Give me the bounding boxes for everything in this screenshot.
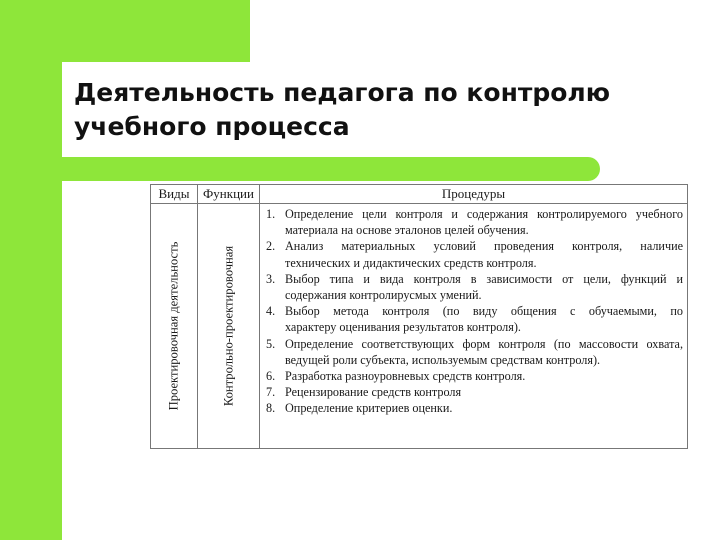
procedure-text-line: Выбор типа и вида контроля в зависимости от цели, функций и bbox=[285, 271, 683, 286]
procedure-text-line: Разработка разноуровневых средств контроля. bbox=[285, 369, 526, 384]
procedure-text bbox=[285, 368, 683, 384]
procedures-cell bbox=[260, 204, 688, 449]
procedure-item bbox=[266, 238, 683, 270]
function-cell bbox=[198, 204, 260, 449]
procedure-number: 2. bbox=[266, 239, 276, 254]
procedure-number: 7. bbox=[266, 385, 276, 400]
procedures-table bbox=[150, 184, 688, 449]
procedure-text bbox=[285, 384, 683, 400]
procedure-item bbox=[266, 206, 683, 238]
procedure-text-line: Определение соответствующих форм контроля (по массовости охвата, bbox=[285, 336, 683, 351]
title-divider-bar bbox=[16, 157, 600, 181]
kind-label: Проектировочная деятельность bbox=[166, 241, 181, 411]
slide-title-line-2: учебного процесса bbox=[74, 112, 350, 141]
kind-cell bbox=[151, 204, 198, 449]
procedures-list bbox=[260, 204, 687, 419]
header-kinds: Виды bbox=[151, 185, 198, 204]
procedure-item bbox=[266, 368, 683, 384]
procedure-text bbox=[285, 400, 683, 416]
procedure-text-line: материала на основе эталонов целей обучения. bbox=[285, 223, 529, 238]
procedure-text-line: характеру оценивания результатов контроля). bbox=[285, 320, 521, 335]
procedure-number: 3. bbox=[266, 271, 276, 286]
procedure-text-line: Выбор метода контроля (по виду общения с обучаемыми, по bbox=[285, 304, 683, 319]
procedure-item bbox=[266, 384, 683, 400]
header-procedures: Процедуры bbox=[260, 185, 688, 204]
procedure-text bbox=[285, 238, 683, 270]
table-header-row bbox=[151, 185, 688, 204]
procedure-item bbox=[266, 271, 683, 303]
procedure-number: 1. bbox=[266, 207, 276, 221]
procedure-number: 6. bbox=[266, 369, 276, 384]
procedure-text-line: ведущей роли субъекта, используемым средствам контроля). bbox=[285, 352, 601, 367]
slide-title-line-1: Деятельность педагога по контролю bbox=[74, 78, 611, 107]
procedure-text-line: Определение критериев оценки. bbox=[285, 401, 453, 416]
procedure-number: 4. bbox=[266, 304, 276, 319]
procedure-text-line: Анализ материальных условий проведения контроля, наличие bbox=[285, 239, 683, 254]
slide-title bbox=[74, 76, 610, 144]
procedure-item bbox=[266, 336, 683, 368]
table-row bbox=[151, 204, 688, 449]
function-label: Контрольно-проектировочная bbox=[221, 245, 235, 407]
procedure-item bbox=[266, 400, 683, 416]
procedure-text-line: технических и дидактических средств контроля. bbox=[285, 255, 537, 270]
procedure-text-line: содержания контролирусмых умений. bbox=[285, 288, 482, 303]
decor-green-strip bbox=[0, 0, 62, 540]
procedure-number: 5. bbox=[266, 336, 276, 351]
procedure-text bbox=[285, 303, 683, 335]
procedure-text-line: Рецензирование средств контроля bbox=[285, 385, 462, 400]
procedure-text-line: Определение цели контроля и содержания контролируемого учебного bbox=[285, 207, 683, 221]
procedure-text bbox=[285, 271, 683, 303]
procedure-text bbox=[285, 206, 683, 238]
procedure-text bbox=[285, 336, 683, 368]
procedure-number: 8. bbox=[266, 401, 276, 416]
header-functions: Функции bbox=[198, 185, 260, 204]
procedure-item bbox=[266, 303, 683, 335]
